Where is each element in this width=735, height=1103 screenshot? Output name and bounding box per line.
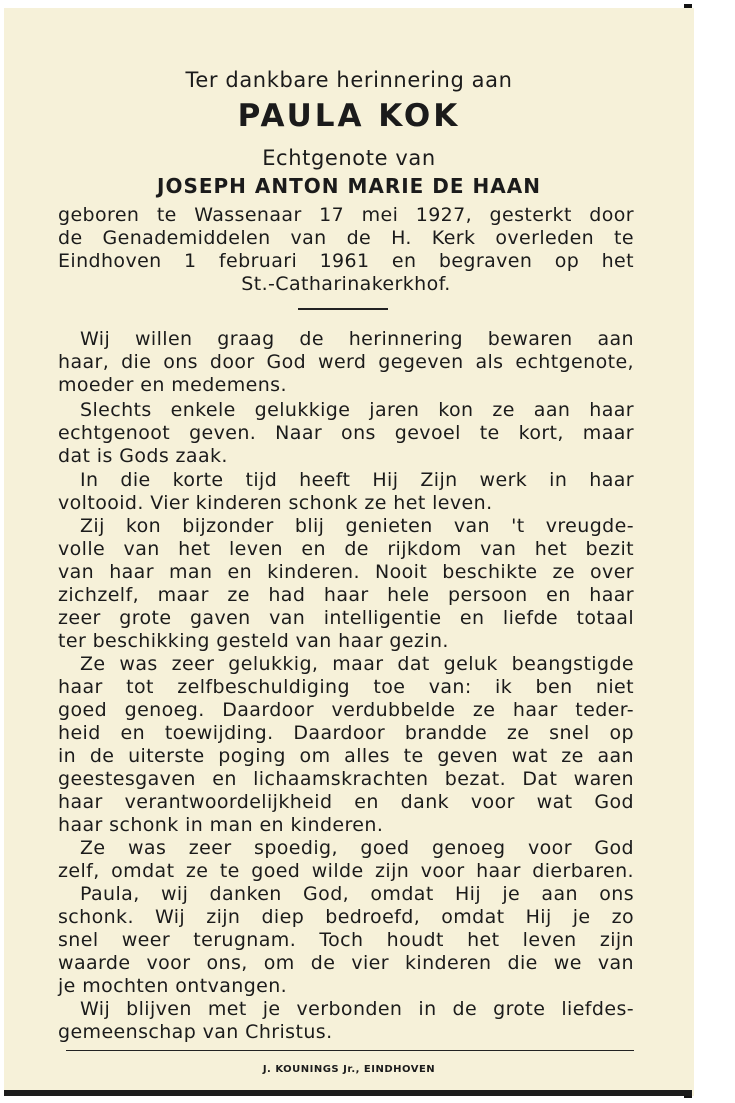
- text-line: Wij willen graag de herinnering bewaren aan: [80, 328, 634, 350]
- text-line: voltooid. Vier kinderen schonk ze het leven.: [58, 492, 493, 514]
- printer-credit: J. KOUNINGS Jr., EINDHOVEN: [262, 1064, 436, 1075]
- text-line: echtgenoot geven. Naar ons gevoel te kort, maar: [58, 422, 634, 444]
- text-line: haar tot zelfbeschuldiging toe van: ik ben niet: [58, 676, 634, 698]
- text-line: haar schonk in man en kinderen.: [58, 814, 384, 836]
- text-line: geestesgaven en lichaamskrachten bezat. Dat waren: [58, 768, 634, 790]
- text-line: schonk. Wij zijn diep bedroefd, omdat Hij je zo: [58, 906, 634, 928]
- text-line: je mochten ontvangen.: [58, 975, 288, 997]
- text-line: Wij blijven met je verbonden in de grote liefdes-: [80, 998, 634, 1020]
- text-line: van haar man en kinderen. Nooit beschikte ze over: [58, 561, 634, 583]
- text-line: zelf, omdat ze te goed wilde zijn voor haar dierbaren.: [58, 860, 634, 882]
- text-line: haar verantwoordelijkheid en dank voor wat God: [58, 791, 634, 813]
- text-line: Zij kon bijzonder blij genieten van 't vreugde-: [80, 515, 634, 537]
- text-line: In die korte tijd heeft Hij Zijn werk in haar: [80, 469, 634, 491]
- text-line: zeer grote gaven van intelligentie en liefde totaal: [58, 607, 634, 629]
- text-line: Slechts enkele gelukkige jaren kon ze aan haar: [80, 399, 634, 421]
- text-line: goed genoeg. Daardoor verdubbelde ze haar teder-: [58, 699, 634, 721]
- text-line: Paula, wij danken God, omdat Hij je aan ons: [80, 883, 634, 905]
- intro-text: Ter dankbare herinnering aan: [185, 68, 513, 92]
- divider-rule: [298, 308, 388, 310]
- text-line: moeder en medemens.: [58, 374, 287, 396]
- text-line: waarde voor ons, om de vier kinderen die we van: [58, 952, 634, 974]
- deceased-name: PAULA KOK: [237, 98, 461, 134]
- card-border-bottom: [4, 1090, 692, 1096]
- text-line: dat is Gods zaak.: [58, 445, 228, 467]
- text-line: Ze was zeer gelukkig, maar dat geluk beangstigde: [80, 653, 634, 675]
- bio-line: geboren te Wassenaar 17 mei 1927, gesterkt door: [58, 204, 634, 226]
- memorial-card: [4, 8, 694, 1096]
- spouse-label: Echtgenote van: [262, 146, 436, 170]
- text-line: ter beschikking gesteld van haar gezin.: [58, 630, 449, 652]
- text-line: heid en toewijding. Daardoor brandde ze snel op: [58, 722, 634, 744]
- text-line: volle van het leven en de rijkdom van het bezit: [58, 538, 634, 560]
- text-line: in de uiterste poging om alles te geven wat ze aan: [58, 745, 634, 767]
- spouse-name: JOSEPH ANTON MARIE DE HAAN: [157, 174, 541, 198]
- text-line: haar, die ons door God werd gegeven als echtgenote,: [58, 351, 634, 373]
- text-line: snel weer terugnam. Toch houdt het leven zijn: [58, 929, 634, 951]
- text-line: Ze was zeer spoedig, goed genoeg voor God: [80, 837, 634, 859]
- bio-line: de Genademiddelen van de H. Kerk overleden te: [58, 227, 634, 249]
- text-line: zichzelf, maar ze had haar hele persoon en haar: [58, 584, 634, 606]
- footer-rule: [66, 1050, 634, 1051]
- bio-line: Eindhoven 1 februari 1961 en begraven op het: [58, 250, 634, 272]
- text-line: gemeenschap van Christus.: [58, 1021, 333, 1043]
- bio-line: St.-Catharinakerkhof.: [241, 273, 451, 295]
